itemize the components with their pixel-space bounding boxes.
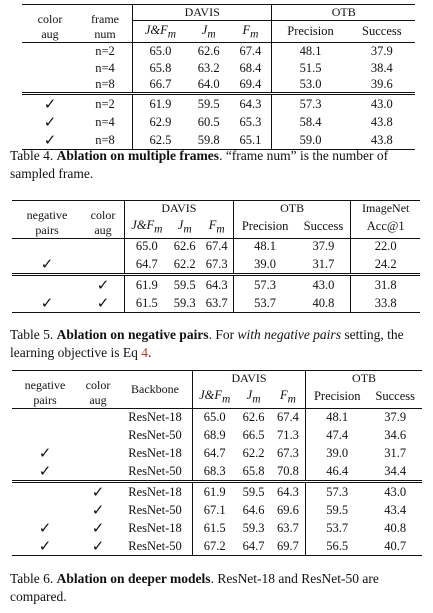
- color-aug-cell: [78, 462, 118, 482]
- jf-label: J&F: [199, 388, 223, 402]
- table-row: [12, 255, 420, 275]
- neg-pairs-cell: [12, 238, 82, 255]
- success-cell: 37.9: [384, 409, 407, 424]
- j-sub: m: [183, 223, 192, 236]
- caption-italic: with negative pairs: [237, 327, 341, 342]
- frame-num-cell: n=8: [95, 76, 115, 91]
- f-cell: 67.3: [205, 256, 228, 271]
- f-cell: 63.7: [276, 520, 299, 535]
- col-backbone-header: Backbone: [118, 371, 193, 409]
- color-aug-cell: ✓: [22, 131, 78, 150]
- jf-label: J&F: [131, 218, 155, 232]
- color-aug-cell: [78, 426, 118, 444]
- table-row: [22, 77, 415, 94]
- col-success-header: Success: [368, 386, 422, 408]
- jf-cell: 61.9: [125, 275, 169, 295]
- precision-cell: 57.3: [306, 482, 369, 502]
- caption-bold: Ablation on negative pairs: [56, 327, 209, 342]
- frame-num-cell: n=4: [95, 60, 115, 75]
- caption-bold: Ablation on deeper models: [56, 571, 211, 586]
- col-precision-header: Precision: [272, 21, 349, 43]
- jf-cell: 65.0: [133, 43, 188, 60]
- neg-pairs-cell: [12, 275, 82, 295]
- table-row: [22, 60, 415, 77]
- success-cell: 43.0: [368, 482, 422, 502]
- color-aug-cell: [78, 408, 118, 426]
- col-acc-header: Acc@1: [351, 216, 420, 238]
- j-cell: 59.3: [242, 520, 265, 535]
- f-cell: 64.3: [271, 482, 306, 502]
- jf-cell: 65.0: [193, 408, 237, 426]
- neg-pairs-cell: ✓: [12, 294, 82, 313]
- success-cell: 34.6: [384, 427, 407, 442]
- col-color-header-1: color: [85, 377, 111, 392]
- j-sub: m: [207, 28, 216, 41]
- j-cell: 62.2: [242, 445, 265, 460]
- j-cell: 59.5: [169, 275, 201, 295]
- neg-pairs-cell: [12, 482, 78, 502]
- success-cell: 43.4: [384, 502, 407, 517]
- f-label: F: [279, 388, 288, 402]
- success-cell: 40.8: [296, 294, 351, 313]
- col-success-header: Success: [349, 21, 415, 43]
- success-cell: 40.7: [368, 537, 422, 556]
- f-sub: m: [216, 223, 225, 236]
- backbone-cell: ResNet-18: [128, 445, 182, 460]
- backbone-cell: ResNet-18: [128, 520, 182, 535]
- col-precision-header: Precision: [233, 216, 296, 238]
- color-aug-cell: ✓: [43, 113, 57, 131]
- precision-cell: 59.0: [272, 131, 349, 150]
- davis-header: DAVIS: [125, 201, 234, 217]
- f-cell: 67.4: [205, 239, 228, 254]
- backbone-cell: ResNet-18: [118, 482, 193, 502]
- jf-cell: 65.0: [125, 238, 169, 255]
- precision-cell: 57.3: [233, 275, 296, 295]
- jf-sub: m: [167, 28, 177, 41]
- table-6: [12, 370, 422, 556]
- neg-pairs-cell: ✓: [12, 537, 78, 556]
- davis-header: DAVIS: [133, 5, 272, 21]
- j-label: J: [201, 22, 208, 37]
- f-cell: 64.3: [230, 94, 272, 114]
- frame-num-cell: n=4: [95, 114, 115, 129]
- col-color-header-2: aug: [89, 392, 107, 407]
- col-frame-num-header-1: frame: [91, 12, 119, 26]
- j-label: J: [177, 218, 184, 232]
- caption-rest: . “frame num” is the number of sampled frame.: [10, 148, 389, 181]
- neg-pairs-cell: ✓: [38, 519, 52, 537]
- jf-cell: 65.8: [133, 60, 188, 77]
- jf-cell: 64.7: [193, 444, 237, 462]
- color-aug-cell: [78, 444, 118, 462]
- col-color-header-1: color: [90, 207, 116, 222]
- col-color-aug-header-2: aug: [41, 27, 59, 41]
- j-sub: m: [252, 393, 261, 406]
- jf-cell: 64.7: [125, 255, 169, 275]
- imagenet-header: ImageNet: [351, 201, 420, 217]
- j-cell: 64.0: [197, 76, 220, 91]
- jf-cell: 61.5: [193, 519, 237, 537]
- jf-label: J&F: [144, 22, 168, 37]
- caption-mid: . For: [208, 327, 238, 342]
- jf-cell: 62.5: [133, 131, 188, 150]
- neg-pairs-cell: [12, 426, 78, 444]
- col-jf-header: [125, 216, 169, 238]
- jf-cell: 67.2: [193, 537, 237, 556]
- precision-cell: 46.4: [306, 462, 369, 482]
- j-cell: 59.5: [236, 482, 270, 502]
- f-sub: m: [250, 28, 259, 41]
- precision-cell: 47.4: [306, 426, 369, 444]
- caption-label: Table 5.: [10, 327, 54, 342]
- j-cell: 59.5: [188, 94, 230, 114]
- neg-pairs-cell: ✓: [40, 255, 54, 273]
- precision-cell: 39.0: [306, 444, 369, 462]
- col-j-header: [169, 216, 201, 238]
- f-cell: 69.6: [276, 502, 299, 517]
- f-cell: 63.7: [201, 294, 234, 313]
- neg-pairs-cell: [12, 501, 78, 519]
- neg-pairs-cell: ✓: [38, 462, 52, 480]
- precision-cell: 53.0: [272, 77, 349, 94]
- f-label: F: [242, 22, 251, 37]
- neg-pairs-cell: [12, 408, 78, 426]
- table-row: [12, 462, 422, 482]
- caption-label: Table 4.: [10, 148, 54, 163]
- col-color-aug-header-1: color: [37, 12, 63, 26]
- jf-cell: 68.3: [193, 462, 237, 482]
- table-row: [12, 444, 422, 462]
- jf-cell: 67.1: [193, 501, 237, 519]
- precision-cell: 48.1: [233, 238, 296, 255]
- color-aug-cell: ✓: [78, 537, 118, 556]
- success-cell: 37.9: [370, 43, 393, 58]
- f-cell: 67.4: [276, 409, 299, 424]
- precision-cell: 56.5: [306, 537, 369, 556]
- col-frame-num-header-2: num: [94, 27, 116, 41]
- col-f-header: [230, 21, 272, 43]
- color-aug-cell: ✓: [91, 519, 105, 537]
- jf-cell: 61.9: [133, 94, 188, 114]
- acc-cell: 31.8: [351, 275, 420, 295]
- table-5: [12, 200, 420, 313]
- f-cell: 68.4: [239, 60, 262, 75]
- col-neg-header-2: pairs: [35, 222, 59, 237]
- f-cell: 67.3: [276, 445, 299, 460]
- table-5-caption: [10, 326, 425, 362]
- col-j-header: [188, 21, 230, 43]
- table-row: [22, 94, 415, 114]
- table-row: [12, 294, 420, 313]
- j-cell: 62.2: [173, 256, 196, 271]
- success-cell: 31.7: [312, 256, 335, 271]
- col-jf-header: [193, 386, 237, 408]
- color-aug-cell: [82, 238, 125, 255]
- color-aug-cell: ✓: [91, 501, 105, 519]
- j-cell: 63.2: [197, 60, 220, 75]
- table-4: [22, 4, 415, 150]
- backbone-cell: ResNet-50: [128, 427, 182, 442]
- caption-label: Table 6.: [10, 571, 54, 586]
- table-row: [12, 408, 422, 426]
- precision-cell: 48.1: [306, 408, 369, 426]
- color-aug-cell: [22, 60, 78, 77]
- jf-cell: 61.5: [125, 294, 169, 313]
- f-cell: 64.3: [201, 275, 234, 295]
- table-6-caption: [10, 570, 425, 606]
- success-cell: 43.0: [349, 94, 415, 114]
- precision-cell: 57.3: [272, 94, 349, 114]
- color-aug-cell: [22, 77, 78, 94]
- success-cell: 43.8: [349, 131, 415, 150]
- j-cell: 60.5: [197, 114, 220, 129]
- table-row: [12, 238, 420, 255]
- color-aug-cell: ✓: [78, 482, 118, 502]
- precision-cell: 39.0: [233, 255, 296, 275]
- j-cell: 64.7: [236, 537, 270, 556]
- precision-cell: 53.7: [306, 519, 369, 537]
- j-cell: 65.8: [242, 463, 265, 478]
- table-row: [22, 113, 415, 131]
- col-color-header-2: aug: [94, 222, 112, 237]
- neg-pairs-cell: ✓: [38, 444, 52, 462]
- success-cell: 39.6: [370, 76, 393, 91]
- table-4-caption: [10, 147, 425, 183]
- col-precision-header: Precision: [306, 386, 369, 408]
- success-cell: 43.8: [370, 114, 393, 129]
- col-j-header: [236, 386, 270, 408]
- col-success-header: Success: [296, 216, 351, 238]
- j-cell: 62.6: [242, 409, 265, 424]
- acc-cell: 24.2: [351, 255, 420, 275]
- color-aug-cell: [82, 255, 125, 275]
- f-sub: m: [287, 393, 296, 406]
- f-cell: 65.1: [230, 131, 272, 150]
- success-cell: 31.7: [384, 445, 407, 460]
- jf-cell: 61.9: [193, 482, 237, 502]
- j-label: J: [246, 388, 253, 402]
- otb-header: OTB: [306, 371, 422, 387]
- frame-num-cell: n=2: [95, 43, 115, 58]
- col-neg-header-1: negative: [26, 207, 68, 222]
- precision-cell: 51.5: [272, 60, 349, 77]
- col-neg-header-1: negative: [24, 377, 66, 392]
- backbone-cell: ResNet-18: [128, 409, 182, 424]
- jf-sub: m: [222, 393, 231, 406]
- acc-cell: 33.8: [351, 294, 420, 313]
- backbone-cell: ResNet-50: [128, 502, 182, 517]
- color-aug-cell: ✓: [82, 294, 125, 313]
- jf-cell: 62.9: [133, 113, 188, 131]
- j-cell: 62.6: [197, 43, 220, 58]
- jf-cell: 68.9: [193, 426, 237, 444]
- j-cell: 59.3: [169, 294, 201, 313]
- f-cell: 71.3: [276, 427, 299, 442]
- f-cell: 65.3: [239, 114, 262, 129]
- table-row: [22, 43, 415, 60]
- equation-link[interactable]: 4: [141, 345, 148, 360]
- caption-bold: Ablation on multiple frames: [56, 148, 220, 163]
- col-f-header: [271, 386, 306, 408]
- table-row: [12, 482, 422, 502]
- backbone-cell: ResNet-50: [128, 463, 182, 478]
- success-cell: 34.4: [384, 463, 407, 478]
- precision-cell: 48.1: [272, 43, 349, 60]
- color-aug-cell: ✓: [82, 275, 125, 295]
- f-cell: 69.7: [271, 537, 306, 556]
- precision-cell: 59.5: [306, 501, 369, 519]
- precision-cell: 58.4: [272, 113, 349, 131]
- f-label: F: [208, 218, 217, 232]
- table-row: [12, 537, 422, 556]
- table-row: [12, 519, 422, 537]
- davis-header: DAVIS: [193, 371, 306, 387]
- j-cell: 66.5: [242, 427, 265, 442]
- success-cell: 38.4: [370, 60, 393, 75]
- color-aug-cell: ✓: [22, 94, 78, 114]
- jf-cell: 66.7: [133, 77, 188, 94]
- color-aug-cell: [22, 43, 78, 60]
- f-cell: 70.8: [276, 463, 299, 478]
- backbone-cell: ResNet-50: [118, 537, 193, 556]
- caption-rest: . ResNet-18 and ResNet-50 are compared.: [10, 571, 379, 604]
- otb-header: OTB: [272, 5, 415, 21]
- otb-header: OTB: [233, 201, 351, 217]
- col-jf-header: [133, 21, 188, 43]
- success-cell: 37.9: [312, 239, 335, 254]
- table-row: [12, 275, 420, 295]
- frame-num-cell: n=2: [78, 94, 133, 114]
- acc-cell: 22.0: [351, 238, 420, 255]
- caption-end: .: [147, 345, 152, 360]
- j-cell: 59.8: [188, 131, 230, 150]
- col-neg-header-2: pairs: [33, 392, 57, 407]
- j-cell: 64.6: [242, 502, 265, 517]
- j-cell: 62.6: [173, 239, 196, 254]
- success-cell: 40.8: [384, 520, 407, 535]
- jf-sub: m: [154, 223, 163, 236]
- f-cell: 67.4: [239, 43, 262, 58]
- col-f-header: [201, 216, 234, 238]
- success-cell: 43.0: [296, 275, 351, 295]
- frame-num-cell: n=8: [78, 131, 133, 150]
- table-row: [12, 426, 422, 444]
- table-row: [12, 501, 422, 519]
- precision-cell: 53.7: [233, 294, 296, 313]
- f-cell: 69.4: [239, 76, 262, 91]
- caption-rest: setting, the learning objective is Eq: [10, 327, 404, 360]
